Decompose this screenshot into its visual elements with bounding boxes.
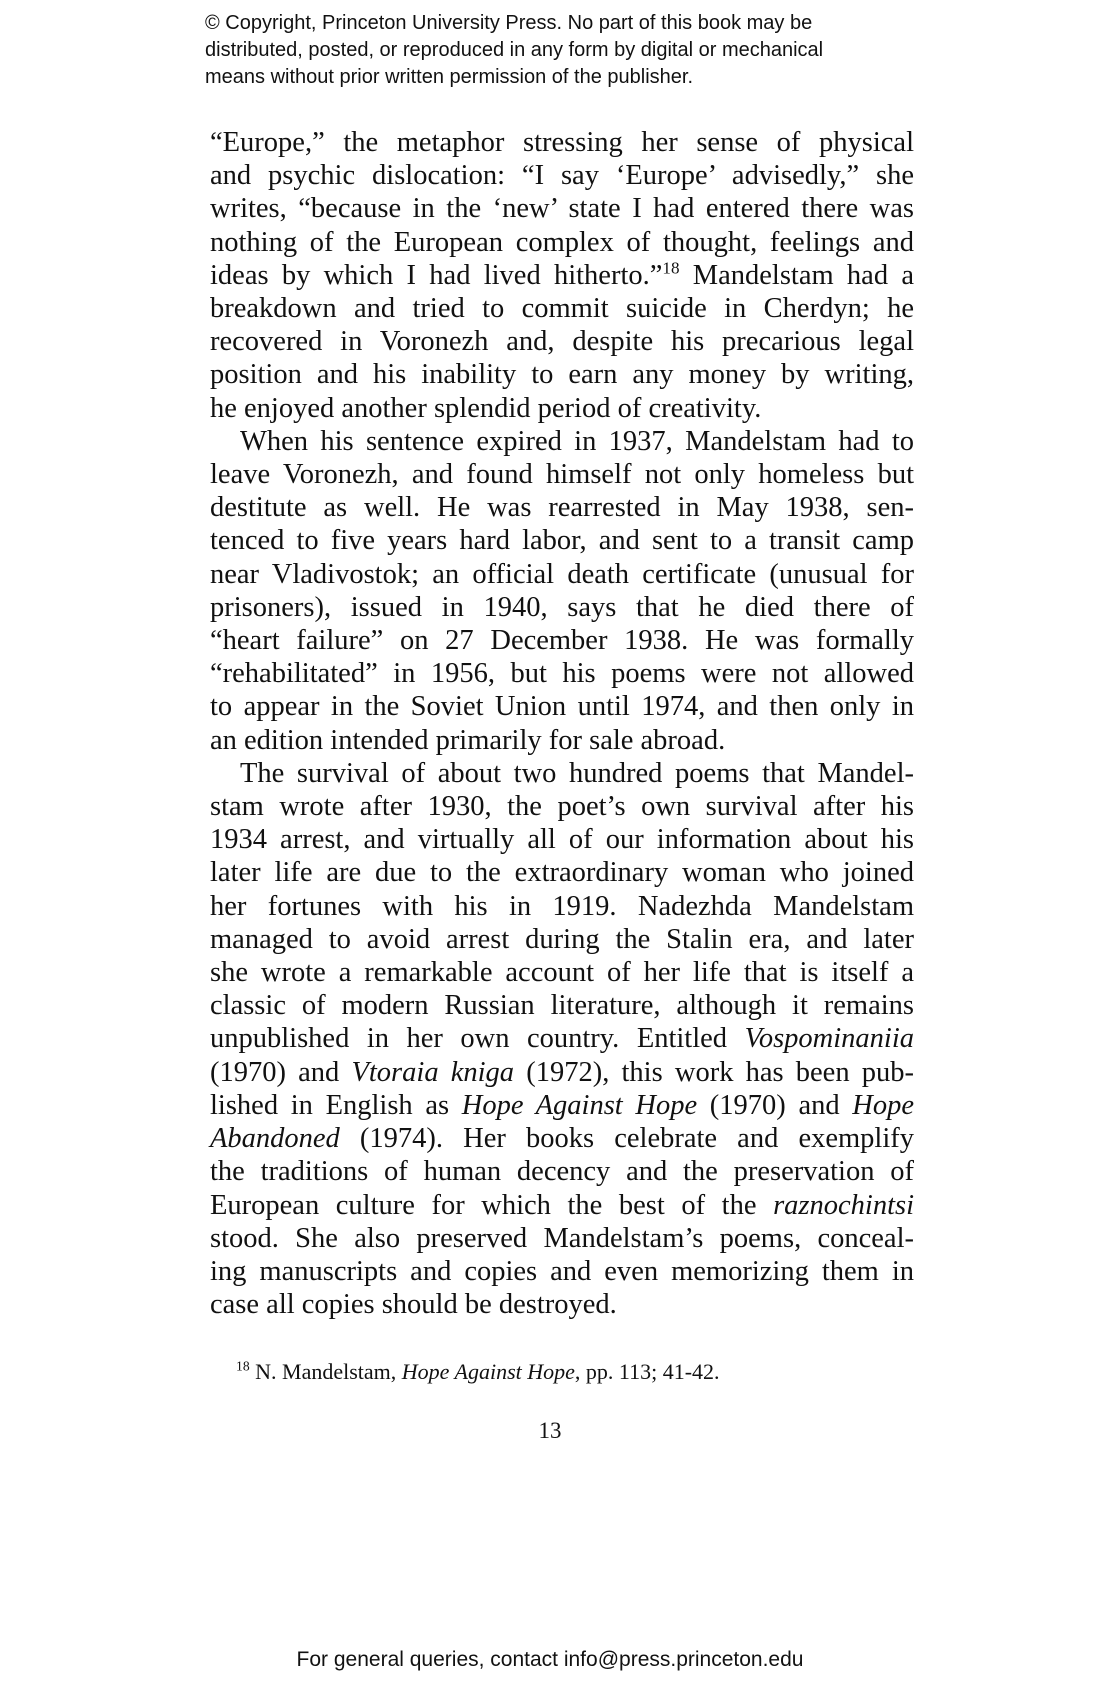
text-line: her fortunes with his in 1919. Nadezhda Mandelstam — [210, 890, 914, 922]
footnote-ref: 18 — [662, 258, 680, 278]
paragraph-3 — [210, 757, 914, 1321]
text-run: (1972), this work has been pub- — [514, 1056, 914, 1088]
text-line: recovered in Voronezh and, despite his precarious legal — [210, 326, 914, 358]
text-line: nothing of the European complex of thought, feelings and — [210, 226, 914, 258]
text-line: later life are due to the extraordinary woman who joined — [210, 857, 914, 889]
paragraph-2 — [210, 425, 914, 757]
text-line — [210, 259, 914, 292]
text-line: ing manuscripts and copies and even memorizing them in — [210, 1255, 914, 1287]
text-line: When his sentence expired in 1937, Mandelstam had to — [240, 425, 914, 457]
footnote-book-title: Hope Against Hope — [401, 1359, 575, 1384]
text-line: 1934 arrest, and virtually all of our information about his — [210, 824, 914, 856]
text-run: Mandelstam had a — [679, 259, 914, 291]
copyright-notice — [205, 10, 925, 91]
text-line: case all copies should be destroyed. — [210, 1289, 617, 1321]
text-line: the traditions of human decency and the preservation of — [210, 1156, 914, 1188]
footnote-text: , pp. 113; 41-42. — [574, 1359, 720, 1384]
text-line: managed to avoid arrest during the Stalin era, and later — [210, 923, 914, 955]
text-line: breakdown and tried to commit suicide in Cherdyn; he — [210, 293, 914, 325]
text-line: position and his inability to earn any money by writing, — [210, 359, 914, 391]
copyright-line: means without prior written permission of the publisher. — [205, 66, 694, 88]
main-text — [210, 126, 914, 1321]
book-title: Vtoraia kniga — [351, 1056, 515, 1088]
text-line: prisoners), issued in 1940, says that he died there of — [210, 591, 914, 623]
text-line: stam wrote after 1930, the poet’s own survival after his — [210, 791, 914, 823]
text-line: stood. She also preserved Mandelstam’s poems, conceal- — [210, 1222, 914, 1254]
text-line: an edition intended primarily for sale abroad. — [210, 724, 726, 756]
footnote-marker: 18 — [236, 1358, 250, 1374]
copyright-line: distributed, posted, or reproduced in any form by digital or mechanical — [205, 39, 824, 61]
text-line: to appear in the Soviet Union until 1974, and then only in — [210, 691, 914, 723]
text-run: European culture for which the best of the — [210, 1189, 774, 1221]
text-line: she wrote a remarkable account of her life that is itself a — [210, 957, 914, 989]
text-line — [210, 1022, 914, 1055]
text-run: unpublished in her own country. Entitled — [210, 1023, 745, 1055]
text-line: “heart failure” on 27 December 1938. He was formally — [210, 625, 914, 657]
book-title: Vospominaniia — [744, 1023, 914, 1055]
book-title: Hope — [852, 1089, 914, 1121]
text-line: “Europe,” the metaphor stressing her sense of physical — [210, 127, 914, 158]
book-title: Abandoned — [210, 1123, 340, 1155]
text-line: and psychic dislocation: “I say ‘Europe’ advisedly,” she — [210, 160, 914, 192]
book-title: Hope Against Hope — [461, 1089, 698, 1121]
paragraph-1 — [210, 126, 914, 425]
text-run: ideas by which I had lived hitherto.” — [210, 259, 663, 291]
footnote — [236, 1358, 720, 1386]
copyright-line: © Copyright, Princeton University Press. No part of this book may be — [205, 12, 813, 34]
text-line: he enjoyed another splendid period of creativity. — [210, 392, 762, 424]
page-number: 13 — [538, 1418, 562, 1443]
footnote-text: N. Mandelstam, — [249, 1359, 402, 1384]
text-line — [210, 1122, 914, 1155]
text-line: classic of modern Russian literature, although it remains — [210, 990, 914, 1022]
text-line: writes, “because in the ‘new’ state I had entered there was — [210, 193, 914, 225]
text-line: near Vladivostok; an official death certificate (unusual for — [210, 558, 914, 590]
text-line — [210, 1056, 914, 1089]
text-run: (1974). Her books celebrate and exemplify — [339, 1123, 914, 1155]
text-line: “rehabilitated” in 1956, but his poems were not allowed — [210, 658, 914, 690]
text-line: leave Voronezh, and found himself not only homeless but — [210, 459, 914, 491]
text-line: destitute as well. He was rearrested in May 1938, sen- — [210, 492, 914, 524]
text-line: tenced to five years hard labor, and sent to a transit camp — [210, 525, 914, 557]
contact-footer: For general queries, contact info@press.princeton.edu — [296, 1648, 804, 1671]
text-line: The survival of about two hundred poems that Mandel- — [240, 757, 914, 789]
text-run: lished in English as — [210, 1089, 462, 1121]
text-line — [210, 1189, 914, 1222]
text-line — [210, 1089, 914, 1122]
text-run: (1970) and — [697, 1089, 853, 1121]
text-run: (1970) and — [210, 1056, 352, 1088]
foreign-term: raznochintsi — [773, 1189, 914, 1221]
